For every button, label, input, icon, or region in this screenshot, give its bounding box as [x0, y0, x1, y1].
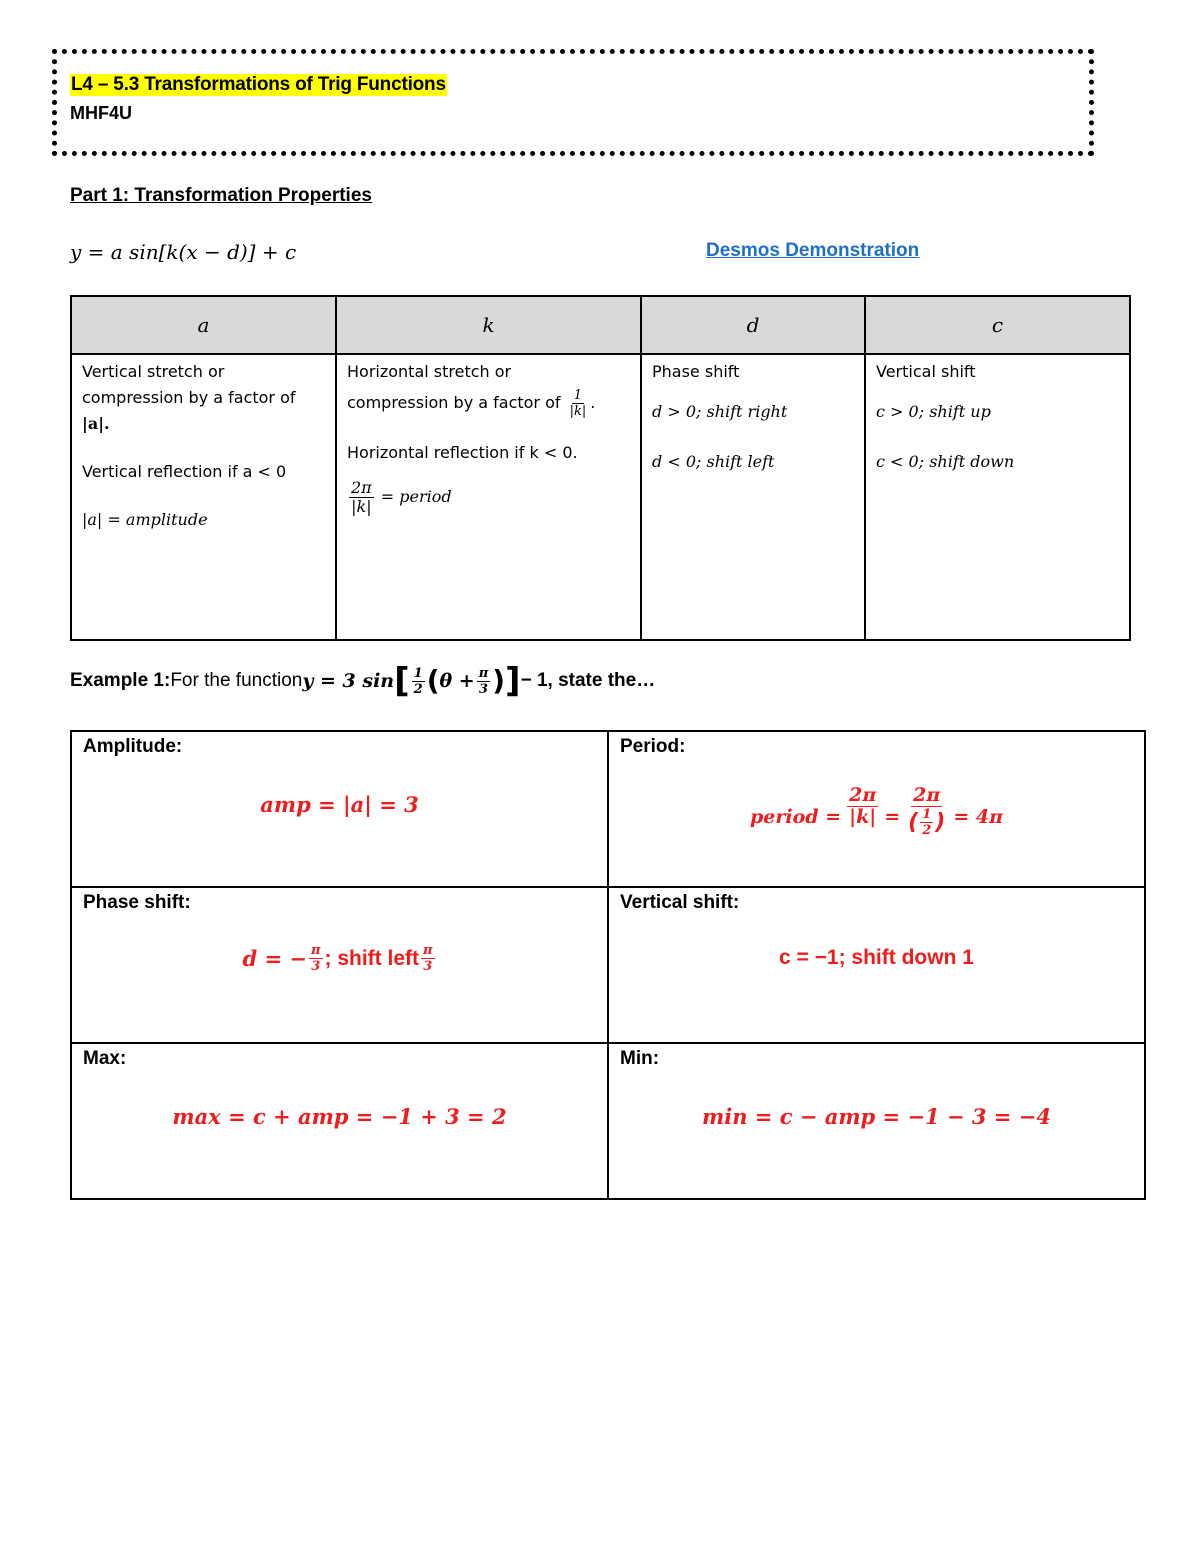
period-rhs: = 4π	[953, 806, 1003, 828]
period-eq: =	[884, 806, 901, 828]
example1-func-lhs: y = 3 sin	[302, 670, 395, 692]
header-c: c	[865, 296, 1130, 354]
k-factor-den: |k|	[569, 404, 587, 419]
period-cell	[608, 731, 1145, 887]
properties-header-row	[71, 296, 1130, 354]
c-title: Vertical shift	[876, 362, 976, 381]
example1-theta: θ +	[439, 670, 475, 692]
a-line2: compression by a factor of	[82, 388, 296, 407]
example1-frac-half: $\frac{1}{2}$	[413, 665, 423, 697]
min-answer: min = c − amp = −1 − 3 = −4	[702, 1104, 1051, 1129]
page-title: L4 – 5.3 Transformations of Trig Functions	[71, 74, 446, 95]
k-factor-fraction	[568, 389, 589, 418]
d-description-cell	[641, 354, 865, 640]
answers-row-1	[71, 731, 1145, 887]
period-answer	[609, 786, 1144, 837]
d-negative: d < 0; shift left	[652, 452, 775, 471]
max-label: Max:	[83, 1048, 127, 1069]
example1-tail: − 1, state the…	[520, 670, 656, 691]
period-den: |k|	[351, 497, 372, 516]
period-rest: = period	[380, 487, 452, 506]
header-k: k	[336, 296, 641, 354]
properties-body-row	[71, 354, 1130, 640]
k-factor-num: 1	[573, 388, 583, 403]
amplitude-cell	[71, 731, 608, 887]
phase-shift-label: Phase shift:	[83, 892, 191, 913]
phase-shift-answer: d = − $\frac{\pi}{3}$ ; shift left $\frac{\pi}{3}$	[242, 943, 433, 974]
period-num: 2π	[351, 478, 372, 497]
answers-table	[70, 730, 1146, 1200]
a-reflection: Vertical reflection if a < 0	[82, 462, 287, 481]
k-line1: Horizontal stretch or	[347, 362, 512, 381]
a-description-cell	[71, 354, 336, 640]
max-answer: max = c + amp = −1 + 3 = 2	[172, 1104, 507, 1129]
general-equation: y = a sin[k(x − d)] + c	[70, 240, 297, 264]
c-positive: c > 0; shift up	[876, 402, 991, 421]
k-reflection: Horizontal reflection if k < 0.	[347, 443, 578, 462]
amplitude-answer: amp = |a| = 3	[260, 792, 419, 817]
desmos-demonstration-link[interactable]: Desmos Demonstration	[706, 240, 920, 261]
header-d: d	[641, 296, 865, 354]
example1-frac-pi3: $\frac{\pi}{3}$	[478, 665, 489, 697]
d-positive: d > 0; shift right	[652, 402, 788, 421]
min-label: Min:	[620, 1048, 660, 1069]
a-abs-value: |a|.	[82, 414, 110, 433]
a-amplitude: |a| = amplitude	[82, 510, 208, 529]
vertical-shift-label: Vertical shift:	[620, 892, 740, 913]
min-cell	[608, 1043, 1145, 1199]
example1-heading: Example 1: For the function y = 3 sin [ $\frac{1}{2}$ ( θ + $\frac{\pi}{3}$ ) ] − 1, state the…	[70, 661, 656, 701]
header-a: a	[71, 296, 336, 354]
example1-prefix: For the function	[170, 670, 303, 691]
answers-row-2	[71, 887, 1145, 1043]
k-line2: compression by a factor of	[347, 393, 561, 412]
properties-table	[70, 295, 1131, 641]
course-code: MHF4U	[70, 103, 132, 123]
example1-label: Example 1:	[70, 670, 171, 691]
k-description-cell: Horizontal stretch or compression by a factor of $\frac{1}{|k|}$ . Horizontal reflection if k < 0. $\frac{2\pi}{|k|}$ = period	[336, 354, 641, 640]
vertical-shift-answer: c = −1; shift down 1	[779, 946, 974, 969]
period-label: Period:	[620, 736, 686, 757]
vertical-shift-cell	[608, 887, 1145, 1043]
period-lhs: period =	[749, 806, 842, 828]
a-line1: Vertical stretch or	[82, 362, 225, 381]
title-box	[52, 49, 1094, 156]
max-cell	[71, 1043, 608, 1199]
period-answer-frac1: $\frac{2\pi}{|k|}$	[849, 784, 877, 828]
period-fraction	[349, 480, 374, 515]
c-description-cell	[865, 354, 1130, 640]
answers-row-3	[71, 1043, 1145, 1199]
phase-shift-cell	[71, 887, 608, 1043]
part1-heading: Part 1: Transformation Properties	[70, 185, 372, 206]
period-answer-frac2: 2π ( $\frac{1}{2}$ )	[908, 784, 946, 838]
c-negative: c < 0; shift down	[876, 452, 1015, 471]
d-title: Phase shift	[652, 362, 740, 381]
amplitude-label: Amplitude:	[83, 736, 183, 757]
